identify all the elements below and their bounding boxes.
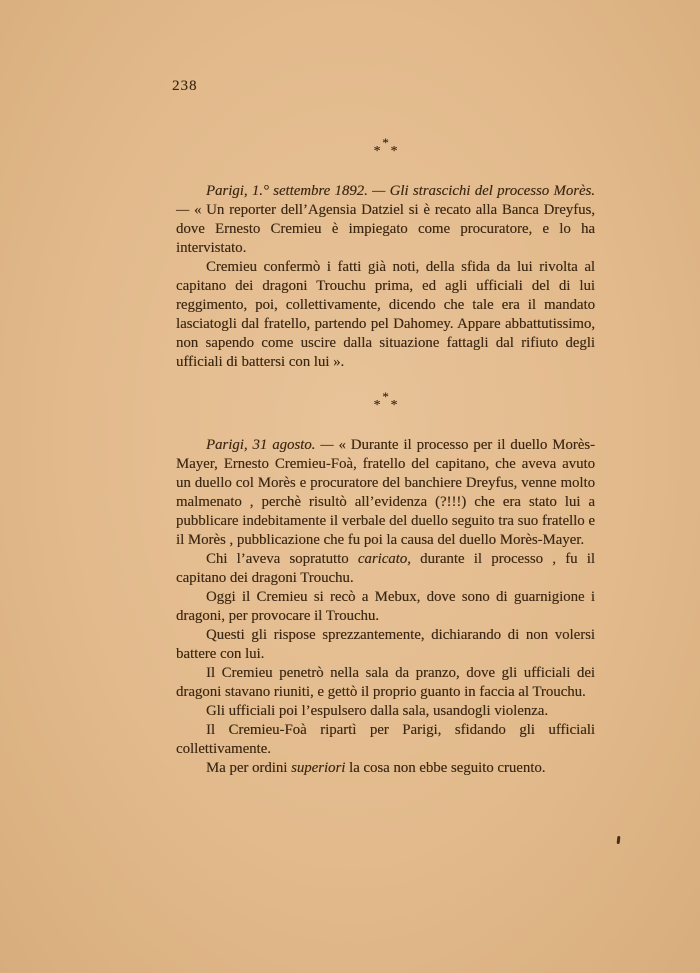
text-block	[176, 135, 595, 778]
paragraph-text: « Un reporter dell’Agensia Datziel si è recato alla Banca Dreyfus, dove Ernesto Cremieu è impiegato come procuratore, e lo ha intervistato.	[176, 202, 595, 256]
section-separator-asterism-icon	[364, 389, 408, 413]
asterisk-glyph: *	[373, 398, 381, 413]
paragraph-dateline-2	[176, 436, 595, 550]
paragraph-text: « Durante il processo per il duello Morès-Mayer, Ernesto Cremieu-Foà, fratello del capitano, che aveva avuto un duello col Morès e procuratore del banchiere Dreyfus, venne molto malmenato , perchè risultò all’evidenza (?!!!) che era stato lui a pubblicare indebitamente il verbale del duello seguito tra suo fratello e il Morès , pubblicazione che fu poi la causa del duello Morès-Mayer.	[176, 437, 595, 548]
asterisk-glyph: *	[390, 398, 398, 413]
paragraph: Cremieu confermò i fatti già noti, della sfida da lui rivolta al capitano dei dragoni Trouchu prima, ed agli ufficiali del di lui reggimento, poi, collettivamente, dicendo che tale era il mandato lasciatogli dal fratello, partendo pel Dahomey. Appare abbattutissimo, non sapendo come uscire dalla situazione fattagli dal rifiuto degli ufficiali di battersi con lui ».	[176, 259, 595, 370]
paragraph: Gli ufficiali poi l’espulsero dalla sala, usandogli violenza.	[206, 703, 549, 719]
paragraph: Questi gli rispose sprezzantemente, dichiarando di non volersi battere con lui.	[176, 627, 595, 662]
asterisk-glyph: *	[390, 144, 398, 159]
paragraph-text: Chi l’aveva sopratutto	[206, 551, 358, 567]
paragraph	[176, 759, 595, 778]
asterisk-row	[364, 144, 408, 159]
paragraph	[176, 550, 595, 588]
paragraph-text: la cosa non ebbe seguito cruento.	[345, 760, 546, 776]
emphasis-text: superiori	[291, 760, 346, 776]
paragraph: Il Cremieu-Foà ripartì per Parigi, sfidando gli ufficiali collettivamente.	[176, 722, 595, 757]
paragraph: Oggi il Cremieu si recò a Mebux, dove sono di guarnigione i dragoni, per provocare il Trouchu.	[176, 589, 595, 624]
section-separator-asterism-icon	[364, 135, 408, 159]
paragraph-text: Ma per ordini	[206, 760, 292, 776]
asterisk-glyph: *	[382, 389, 389, 404]
paragraph-text: durante il processo , fu il capitano dei dragoni Trouchu.	[176, 551, 595, 586]
emphasis-text: caricato,	[357, 551, 411, 567]
dateline-italic: Parigi, 31 agosto. —	[206, 437, 339, 453]
asterisk-glyph: *	[382, 135, 389, 150]
page-number: 238	[172, 78, 198, 94]
paragraph: Il Cremieu penetrò nella sala da pranzo, dove gli ufficiali dei dragoni stavano riuniti, e gettò il proprio guanto in faccia al Trouchu.	[176, 665, 595, 700]
asterisk-row	[364, 398, 408, 413]
dateline-italic: Parigi, 1.° settembre 1892. — Gli strascichi del processo Morès. —	[176, 183, 595, 218]
paragraph-dateline-1	[176, 182, 595, 258]
asterisk-glyph: *	[373, 144, 381, 159]
